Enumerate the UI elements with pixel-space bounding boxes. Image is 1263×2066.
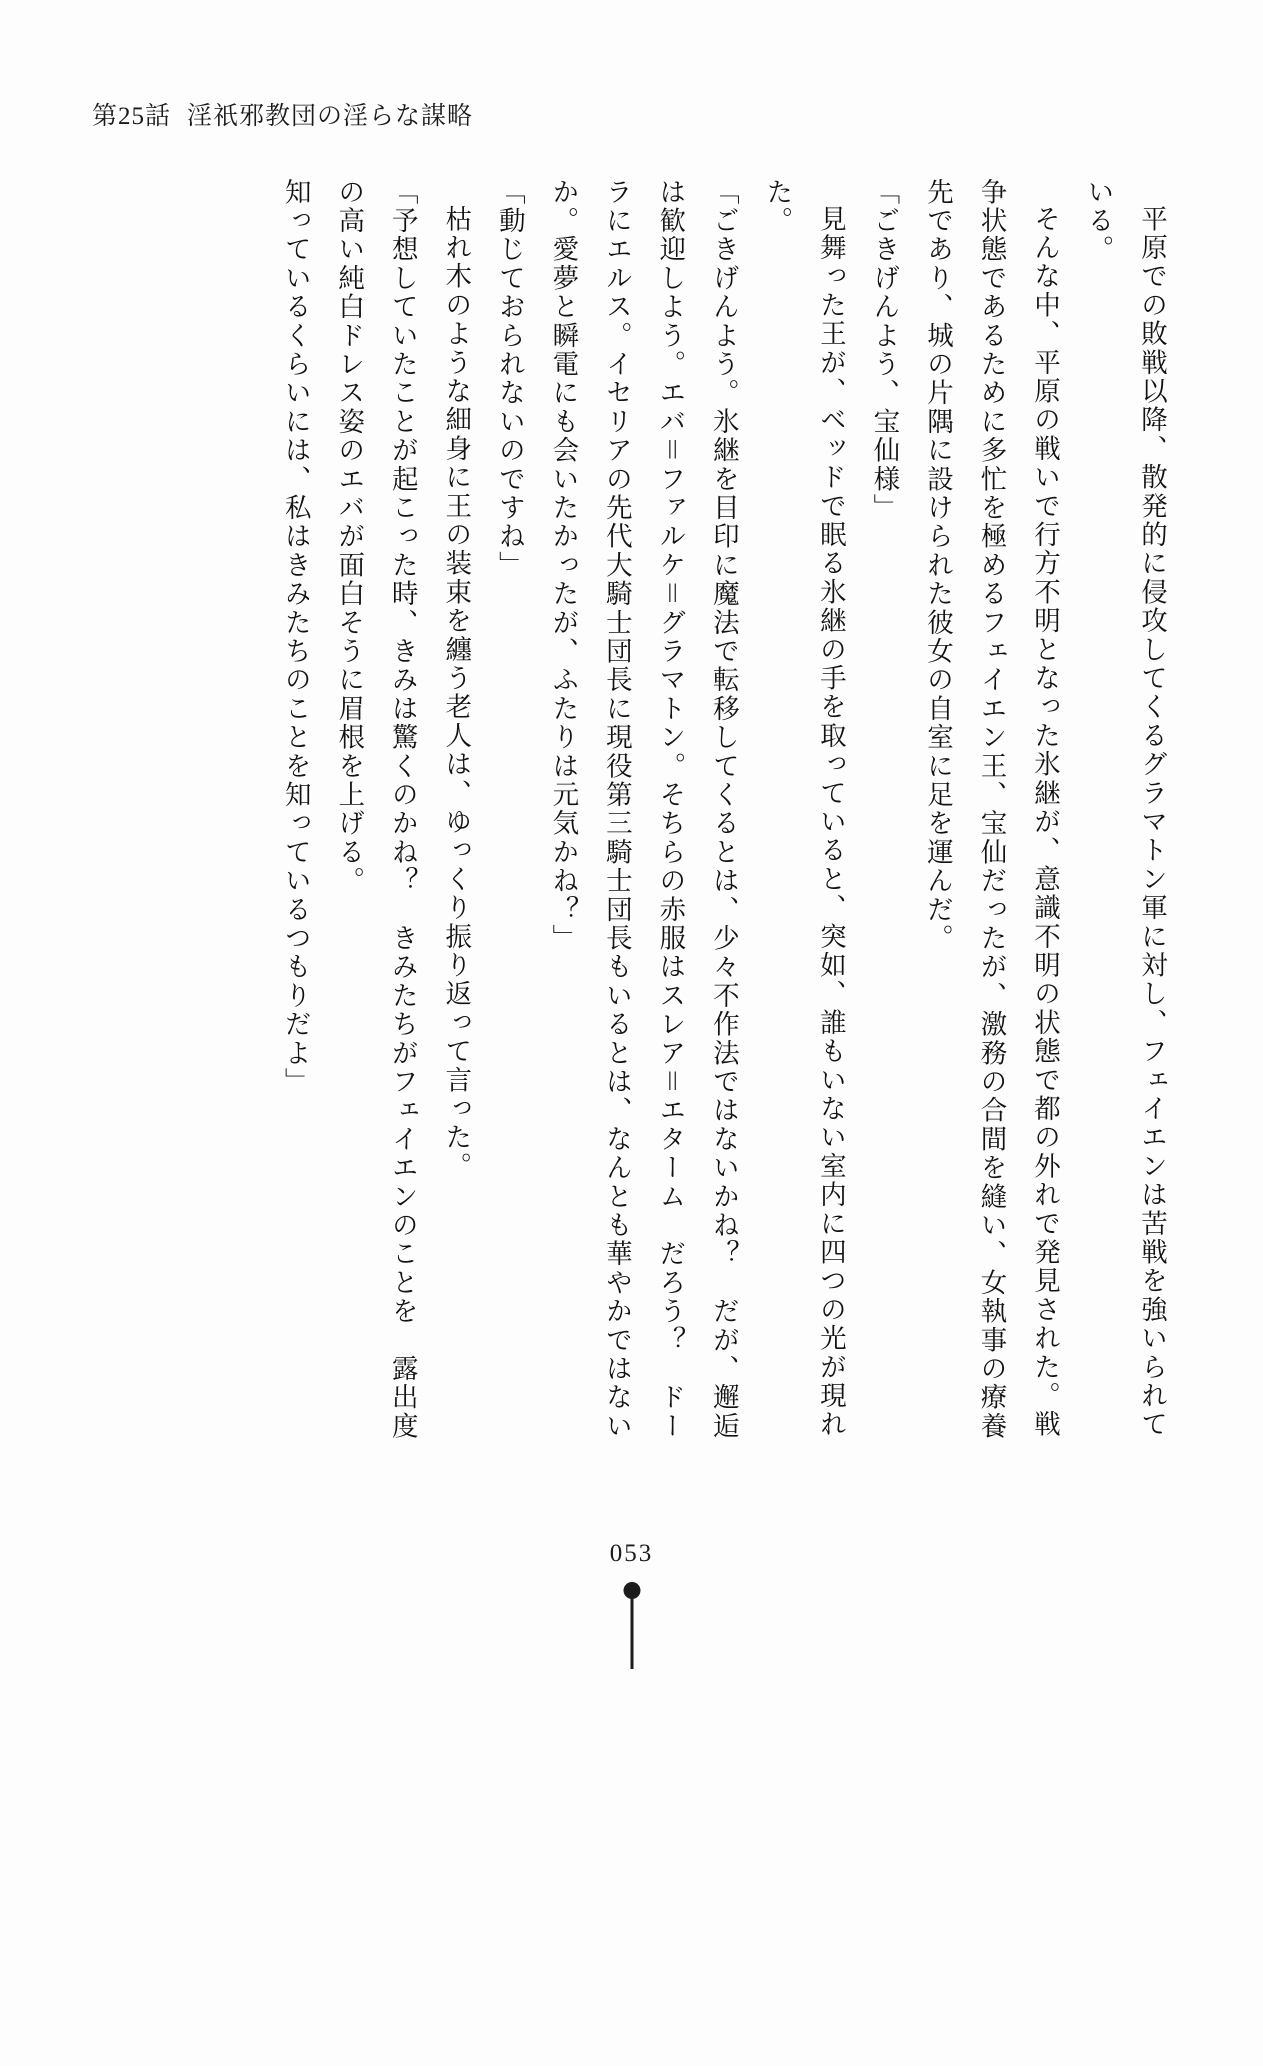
paragraph-dialogue: 「予想していたことが起こった時、きみは驚くのかね？ きみたちがフェイエンのことを 露出度の高い純白ドレス姿のエバが面白そうに眉根を上げる。	[334, 178, 418, 1441]
page-number: 053	[609, 1540, 654, 1567]
chapter-number: 第25話	[92, 103, 172, 130]
body-text-area	[88, 178, 1178, 1468]
running-head	[92, 96, 473, 132]
paragraph-dialogue: 「ごきげんよう、宝仙様」	[869, 178, 900, 523]
binding-mark-dot	[623, 1582, 640, 1599]
binding-mark-line	[630, 1599, 633, 1669]
chapter-title: 淫祇邪教団の淫らな謀略	[187, 103, 474, 130]
vertical-text-block	[268, 178, 1178, 1463]
paragraph: 平原での敗戦以降、散発的に侵攻してくるグラマトン軍に対し、フェイエンは苦戦を強いられている。	[1083, 178, 1167, 1439]
paragraph: 枯れ木のような細身に王の装束を纏う老人は、ゆっくり振り返って言った。	[441, 204, 472, 1181]
paragraph-dialogue: 「動じておられないのですね」	[494, 178, 525, 580]
paragraph: 知っているくらいには、私はきみたちのことを知っているつもりだよ」	[280, 178, 311, 1097]
paragraph-dialogue: 「ごきげんよう。氷継を目印に魔法で転移してくるとは、少々不作法ではないかね？ だが、邂逅は歓迎しよう。エバ＝ファルケ＝グラマトン。そちらの赤服はスレア＝エターム だろう？ ドーラにエルス。イセリアの先代大騎士団長に現役第三騎士団長もいるとは、なんとも華やかではないか。愛夢と瞬電にも会いたかったが、ふたりは元気かね？」	[548, 178, 739, 1441]
paragraph: 見舞った王が、ベッドで眠る氷継の手を取っていると、突如、誰もいない室内に四つの光が現れた。	[762, 178, 846, 1439]
paragraph: そんな中、平原の戦いで行方不明となった氷継が、意識不明の状態で都の外れで発見された。戦争状態であるために多忙を極めるフェイエン王、宝仙だったが、激務の合間を縫い、女執事の療養先であり、城の片隅に設けられた彼女の自室に足を運んだ。	[922, 178, 1060, 1441]
